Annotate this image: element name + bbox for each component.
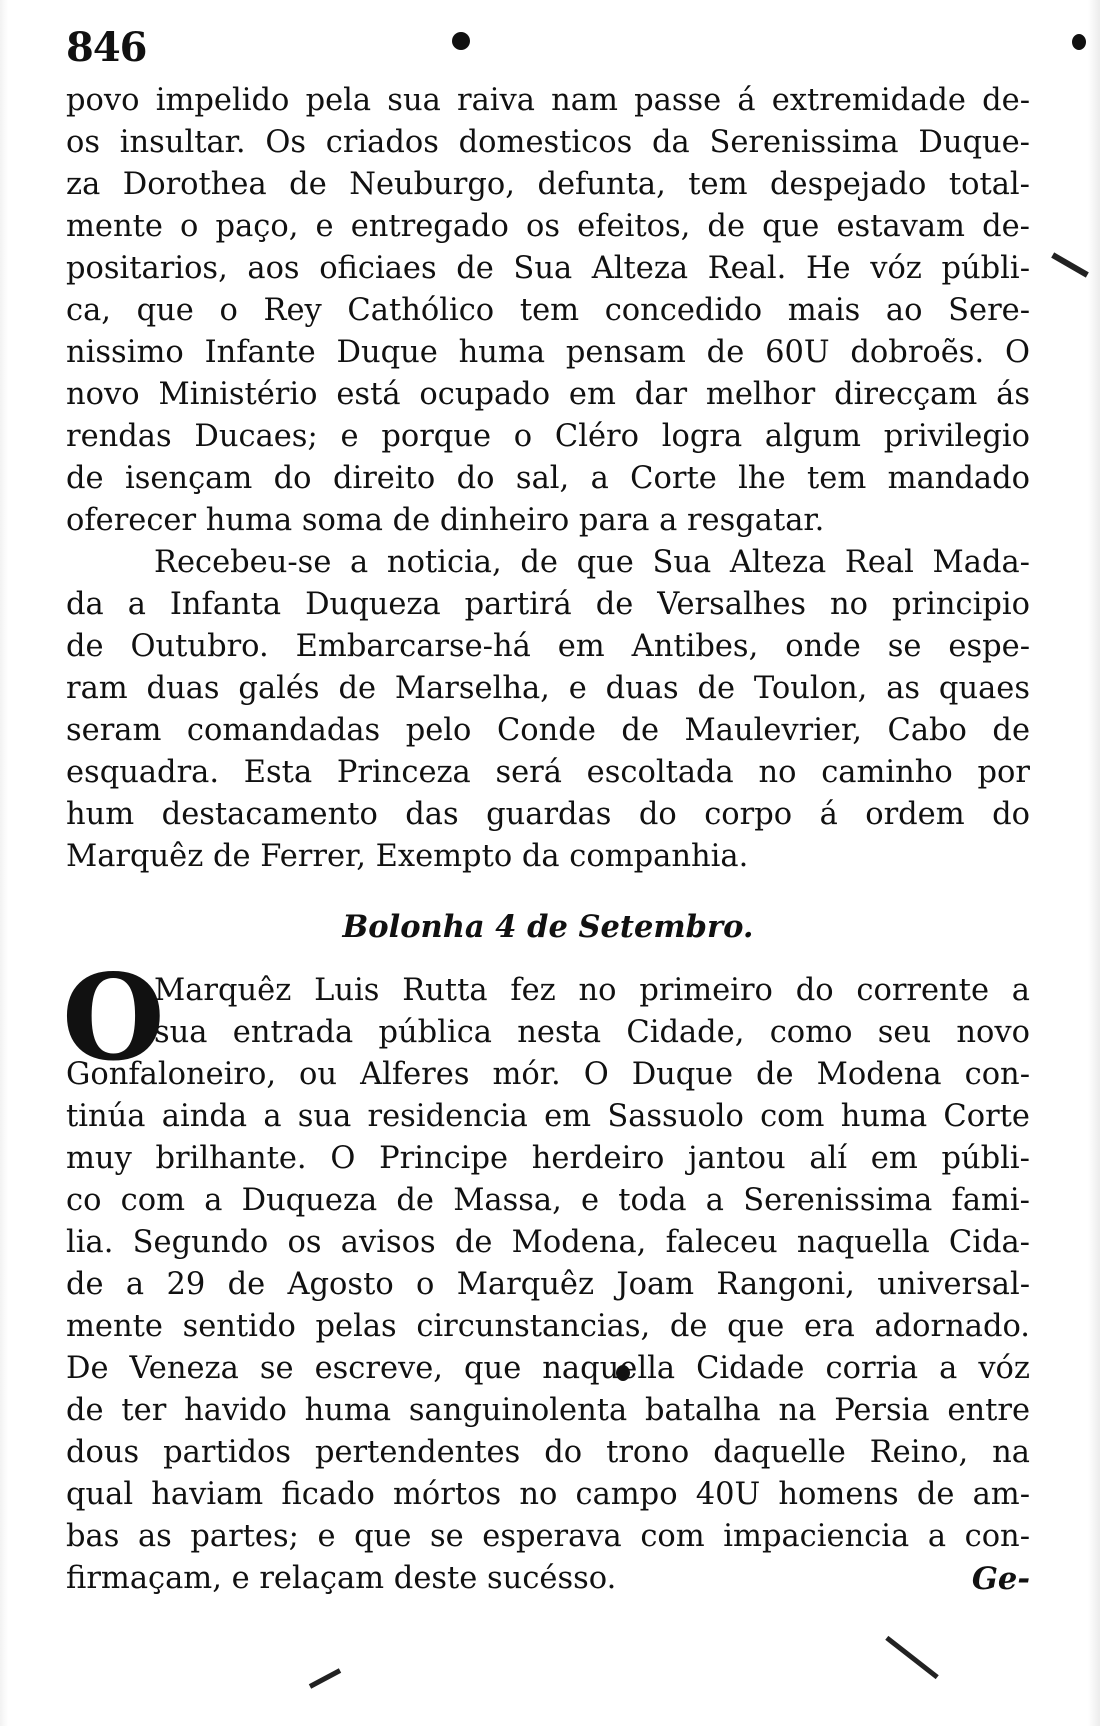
text-line: za Dorothea de Neuburgo, defunta, tem despejado total-	[66, 167, 1030, 202]
text-line: hum destacamento das guardas do corpo á ordem do	[66, 797, 1030, 832]
text-line: co com a Duqueza de Massa, e toda a Serenissima fami-	[66, 1183, 1030, 1218]
text-line: sua entrada pública nesta Cidade, como seu novo	[154, 1015, 1030, 1050]
text-line: oferecer huma soma de dinheiro para a resgatar.	[66, 503, 825, 538]
text-line: Marquêz de Ferrer, Exempto da companhia.	[66, 839, 749, 874]
text-line: positarios, aos oficiaes de Sua Alteza Real. He vóz públi-	[66, 251, 1030, 286]
text-line: lia. Segundo os avisos de Modena, faleceu naquella Cida-	[66, 1225, 1030, 1260]
paragraph-1	[66, 80, 1030, 542]
text-line: Gonfaloneiro, ou Alferes mór. O Duque de Modena con-	[66, 1057, 1030, 1092]
drop-cap: O	[62, 948, 165, 1087]
text-line: de a 29 de Agosto o Marquêz Joam Rangoni, universal-	[66, 1267, 1030, 1302]
text-line: de isençam do direito do sal, a Corte lhe tem mandado	[66, 461, 1030, 496]
text-line: firmaçam, e relaçam deste sucésso.	[66, 1561, 617, 1596]
ink-stroke	[309, 1668, 341, 1688]
page-number: 846	[66, 24, 147, 71]
text-line: dous partidos pertendentes do trono daquelle Reino, na	[66, 1435, 1030, 1470]
text-line: seram comandadas pelo Conde de Maulevrier, Cabo de	[66, 713, 1030, 748]
text-line: muy brilhante. O Principe herdeiro jantou alí em públi-	[66, 1141, 1030, 1176]
text-line: povo impelido pela sua raiva nam passe á extremidade de-	[66, 83, 1030, 118]
paragraph-3	[62, 948, 1030, 1600]
text-line: qual haviam ficado mórtos no campo 40U homens de am-	[66, 1477, 1030, 1512]
paragraph-2	[66, 542, 1030, 878]
text-line: os insultar. Os criados domesticos da Serenissima Duque-	[66, 125, 1030, 160]
text-line: Marquêz Luis Rutta fez no primeiro do corrente a	[154, 973, 1030, 1008]
text-line: ca, que o Rey Cathólico tem concedido mais ao Sere-	[66, 293, 1030, 328]
text-line: esquadra. Esta Princeza será escoltada no caminho por	[66, 755, 1030, 790]
catchword: Ge-	[971, 1561, 1030, 1597]
text-line: tinúa ainda a sua residencia em Sassuolo com huma Corte	[66, 1099, 1030, 1134]
text-line: mente sentido pelas circunstancias, de que era adornado.	[66, 1309, 1030, 1344]
ink-stroke	[885, 1636, 939, 1679]
text-line: de ter havido huma sanguinolenta batalha na Persia entre	[66, 1393, 1030, 1428]
ink-blot	[452, 32, 470, 50]
text-line: de Outubro. Embarcarse-há em Antibes, onde se espe-	[66, 629, 1030, 664]
text-line: novo Ministério está ocupado em dar melhor direcçam ás	[66, 377, 1030, 412]
ink-blot	[1072, 34, 1086, 50]
text-line: mente o paço, e entregado os efeitos, de que estavam de-	[66, 209, 1030, 244]
text-line: nissimo Infante Duque huma pensam de 60U dobroẽs. O	[66, 335, 1030, 370]
body-text	[62, 80, 1030, 1600]
ink-stroke	[1051, 252, 1089, 277]
text-line: da a Infanta Duqueza partirá de Versalhes no principio	[66, 587, 1030, 622]
text-line: ram duas galés de Marselha, e duas de Toulon, as quaes	[66, 671, 1030, 706]
last-line-with-catchword	[66, 1558, 1030, 1600]
text-line: bas as partes; e que se esperava com impaciencia a con-	[66, 1519, 1030, 1554]
text-line: De Veneza se escreve, que naquella Cidade corria a vóz	[66, 1351, 1030, 1386]
dateline-heading: Bolonha 4 de Setembro.	[342, 909, 754, 945]
text-line: rendas Ducaes; e porque o Cléro logra algum privilegio	[66, 419, 1030, 454]
text-line: Recebeu-se a noticia, de que Sua Alteza Real Mada-	[154, 545, 1030, 580]
